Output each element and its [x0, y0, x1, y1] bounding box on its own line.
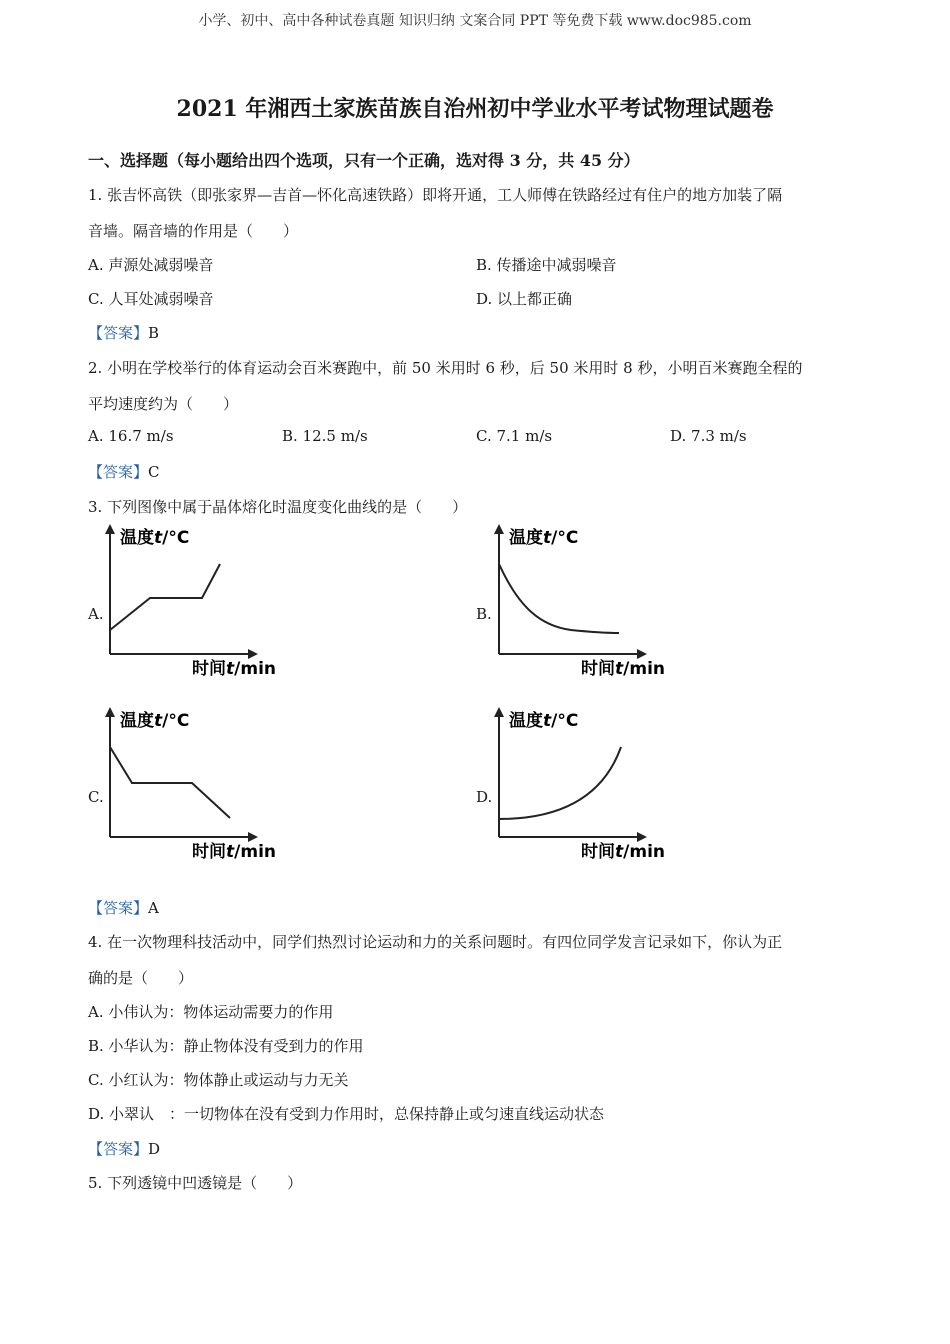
graph-c-ylabel-unit: /°C [162, 711, 190, 731]
graph-d-ylabel-text: 温度 [509, 711, 543, 731]
q4-stem-line1: 4. 在一次物理科技活动中，同学们热烈讨论运动和力的关系问题时。有四位同学发言记录如下，你认为正 [88, 933, 783, 951]
graph-d-y-arrow [494, 707, 504, 717]
q3-option-c-label: C. [88, 788, 104, 806]
q3-option-b-label: B. [476, 605, 492, 623]
q2-answer [88, 461, 160, 482]
q5-stem: 5. 下列透镜中凹透镜是（ ） [88, 1174, 303, 1192]
svg-text:时间t/min [192, 658, 276, 679]
graph-b-ylabel-var: t [543, 528, 552, 548]
q4-answer [88, 1138, 160, 1159]
answer-tag: 【答案】 [88, 899, 149, 917]
graph-b-curve [499, 564, 619, 633]
graph-d-xlabel-var: t [615, 842, 624, 862]
graph-a-ylabel-unit: /°C [162, 528, 190, 548]
graph-b-ylabel-text: 温度 [509, 528, 543, 548]
q3-stem: 3. 下列图像中属于晶体熔化时温度变化曲线的是（ ） [88, 498, 468, 516]
q1-answer-value: B [148, 324, 160, 342]
answer-tag: 【答案】 [88, 324, 149, 342]
graph-d-ylabel-var: t [543, 711, 552, 731]
q2-answer-value: C [148, 463, 160, 481]
graph-c-ylabel-var: t [154, 711, 163, 731]
graph-a-y-arrow [105, 524, 115, 534]
graph-b [491, 520, 671, 680]
q4-option-a: A. 小伟认为：物体运动需要力的作用 [88, 1003, 334, 1021]
q3-option-d-label: D. [476, 788, 493, 806]
page-banner: 小学、初中、高中各种试卷真题 知识归纳 文案合同 PPT 等免费下载 www.doc985.com [198, 13, 752, 29]
graph-c-xlabel-var: t [226, 842, 235, 862]
graph-c-curve [110, 747, 230, 818]
graph-b-xlabel-var: t [615, 659, 624, 679]
graph-a-ylabel-var: t [154, 528, 163, 548]
svg-text:时间t/min [581, 658, 665, 679]
q3-answer-value: A [148, 899, 159, 917]
q2-option-b: B. 12.5 m/s [282, 427, 368, 445]
q4-option-b: B. 小华认为：静止物体没有受到力的作用 [88, 1037, 364, 1055]
graph-a-x-arrow [248, 649, 258, 659]
graph-b-ylabel-unit: /°C [551, 528, 579, 548]
graph-d-x-arrow [637, 832, 647, 842]
answer-tag: 【答案】 [88, 463, 149, 481]
q4-option-d: D. 小翠认 ：一切物体在没有受到力作用时，总保持静止或匀速直线运动状态 [88, 1105, 605, 1123]
q3-option-a-label: A. [88, 605, 104, 623]
svg-text:温度t/°C [509, 527, 578, 548]
graph-d-curve [499, 747, 621, 819]
answer-tag: 【答案】 [88, 1140, 149, 1158]
graph-a-curve [110, 564, 220, 630]
graph-d [491, 703, 671, 863]
graph-b-xlabel-unit: /min [623, 659, 665, 679]
graph-c-x-arrow [248, 832, 258, 842]
graph-d-ylabel-unit: /°C [551, 711, 579, 731]
graph-a-xlabel-text: 时间 [192, 659, 226, 679]
graph-c-ylabel-text: 温度 [120, 711, 154, 731]
graph-a-ylabel-text: 温度 [120, 528, 154, 548]
q1-answer [88, 322, 159, 343]
svg-text:时间t/min [192, 841, 276, 862]
graph-d-xlabel-text: 时间 [581, 842, 615, 862]
q4-option-c: C. 小红认为：物体静止或运动与力无关 [88, 1071, 349, 1089]
graph-c-xlabel-unit: /min [234, 842, 276, 862]
q2-option-a: A. 16.7 m/s [88, 427, 174, 445]
svg-text:温度t/°C [509, 710, 578, 731]
graph-a [102, 520, 282, 680]
svg-text:温度t/°C [120, 710, 189, 731]
q1-option-d: D. 以上都正确 [476, 290, 573, 308]
q1-option-b: B. 传播途中减弱噪音 [476, 256, 617, 274]
section-heading: 一、选择题（每小题给出四个选项，只有一个正确，选对得 3 分，共 45 分） [88, 151, 640, 170]
graph-c [102, 703, 282, 863]
graph-b-y-arrow [494, 524, 504, 534]
q4-answer-value: D [148, 1140, 161, 1158]
page-title: 2021 年湘西土家族苗族自治州初中学业水平考试物理试题卷 [176, 96, 774, 122]
q4-stem-line2: 确的是（ ） [88, 969, 194, 987]
graph-a-xlabel-var: t [226, 659, 235, 679]
q2-option-c: C. 7.1 m/s [476, 427, 553, 445]
graph-a-xlabel-unit: /min [234, 659, 276, 679]
svg-text:温度t/°C [120, 527, 189, 548]
q3-answer [88, 897, 159, 918]
svg-text:时间t/min [581, 841, 665, 862]
graph-d-xlabel-unit: /min [623, 842, 665, 862]
q2-stem-line1: 2. 小明在学校举行的体育运动会百米赛跑中，前 50 米用时 6 秒，后 50 米用时 8 秒，小明百米赛跑全程的 [88, 359, 803, 377]
graph-b-x-arrow [637, 649, 647, 659]
q1-option-a: A. 声源处减弱噪音 [88, 256, 214, 274]
graph-b-xlabel-text: 时间 [581, 659, 615, 679]
q1-stem-line1: 1. 张吉怀高铁（即张家界—吉首—怀化高速铁路）即将开通，工人师傅在铁路经过有住户的地方加装了隔 [88, 186, 783, 204]
q2-stem-line2: 平均速度约为（ ） [88, 395, 239, 413]
q1-stem-line2: 音墙。隔音墙的作用是（ ） [88, 222, 299, 240]
graph-c-xlabel-text: 时间 [192, 842, 226, 862]
q1-option-c: C. 人耳处减弱噪音 [88, 290, 214, 308]
q2-option-d: D. 7.3 m/s [670, 427, 747, 445]
graph-c-y-arrow [105, 707, 115, 717]
